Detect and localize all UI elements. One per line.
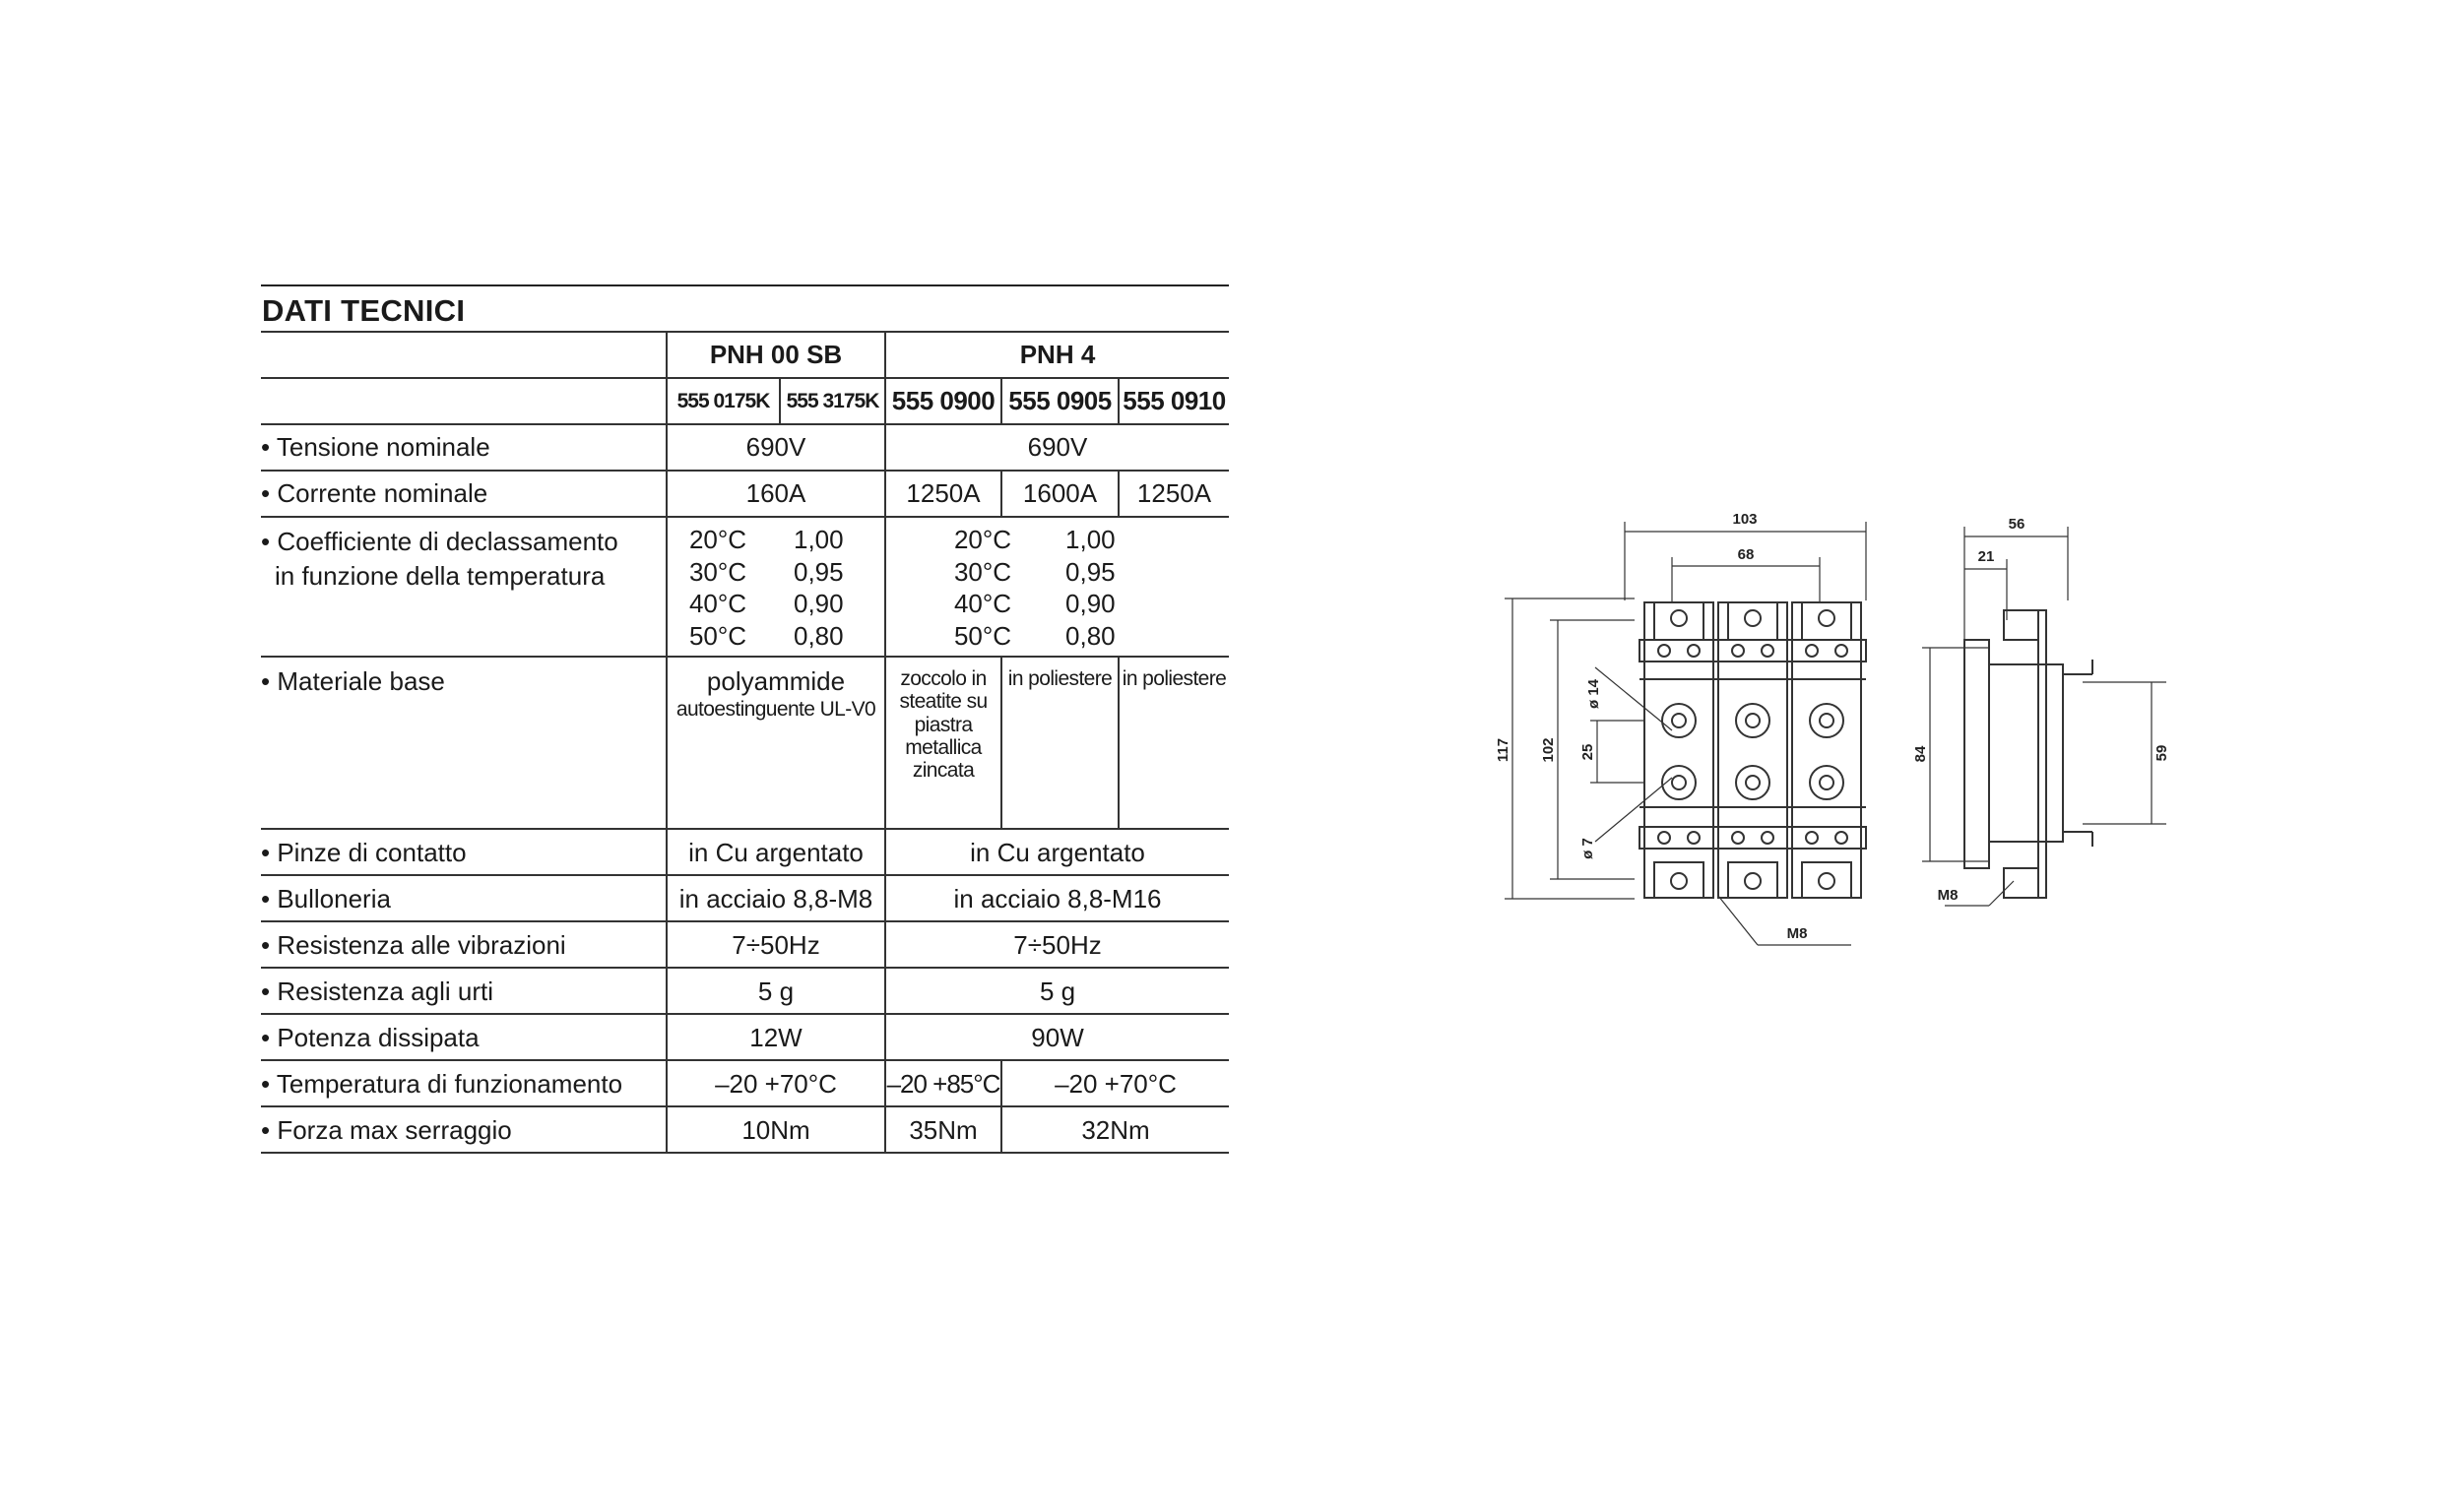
group-pnh00: PNH 00 SB <box>667 332 885 378</box>
row-label: • Tensione nominale <box>261 424 667 471</box>
code-cell: 555 0905 <box>1001 378 1119 424</box>
row-label-line: in funzione della temperatura <box>275 560 606 591</box>
dim-label: 84 <box>1912 745 1929 763</box>
group-pnh4: PNH 4 <box>885 332 1229 378</box>
row-tensione <box>261 424 1229 471</box>
row-label: • Materiale base <box>261 657 667 829</box>
dim-label: ø 7 <box>1579 838 1596 859</box>
group-header-row <box>261 332 1229 378</box>
side-body <box>1964 610 2092 898</box>
coef-temp: 50°C <box>688 620 747 651</box>
row-label <box>261 517 667 657</box>
value-cell: 1250A <box>1119 471 1229 517</box>
coef-value: 0,90 <box>794 589 844 619</box>
value-cell: 5 g <box>885 968 1229 1014</box>
value-cell: in Cu argentato <box>667 829 885 875</box>
material-line: zoccolo in <box>900 667 987 691</box>
coef-value: 0,80 <box>794 620 844 651</box>
row-urti <box>261 968 1229 1014</box>
value-cell: 32Nm <box>1001 1106 1229 1153</box>
coef-temp: 20°C <box>688 525 747 554</box>
value-cell: in acciaio 8,8-M8 <box>667 875 885 921</box>
value-cell: 7÷50Hz <box>667 921 885 968</box>
coef-temp: 40°C <box>953 589 1012 619</box>
row-label: • Potenza dissipata <box>261 1014 667 1060</box>
value-cell: 5 g <box>667 968 885 1014</box>
material-line: autoestinguente UL-V0 <box>675 697 876 721</box>
value-cell: 7÷50Hz <box>885 921 1229 968</box>
value-cell: 90W <box>885 1014 1229 1060</box>
material-line: metallica <box>905 735 982 759</box>
value-cell: 160A <box>667 471 885 517</box>
dim-label: 25 <box>1579 743 1596 761</box>
coef-value: 0,95 <box>1065 556 1116 587</box>
empty-header-cell <box>261 332 667 378</box>
side-dimension-lines <box>1922 527 2166 906</box>
row-label: • Temperatura di funzionamento <box>261 1060 667 1106</box>
row-coefficiente <box>261 517 1229 657</box>
value-cell: –20 +70°C <box>667 1060 885 1106</box>
dim-label: M8 <box>1937 887 1959 904</box>
technical-drawing <box>1477 492 2225 984</box>
coef-value: 1,00 <box>1065 525 1116 554</box>
value-cell <box>667 657 885 829</box>
value-cell: in acciaio 8,8-M16 <box>885 875 1229 921</box>
value-cell <box>885 657 1001 829</box>
code-cell: 555 0910 <box>1119 378 1229 424</box>
coef-value: 0,95 <box>794 556 844 587</box>
dim-label: 21 <box>1977 548 1995 565</box>
value-cell: 35Nm <box>885 1106 1001 1153</box>
code-cell: 555 0900 <box>885 378 1001 424</box>
row-potenza <box>261 1014 1229 1060</box>
code-cell: 555 3175K <box>780 378 885 424</box>
value-cell: in poliestere <box>1001 657 1119 829</box>
coef-temp: 50°C <box>953 620 1012 651</box>
dim-label: 103 <box>1732 511 1758 528</box>
dim-label: 117 <box>1495 737 1511 763</box>
row-forza <box>261 1106 1229 1153</box>
row-bulloneria <box>261 875 1229 921</box>
coef-cell-pnh4 <box>885 517 1229 657</box>
coef-cell-pnh00 <box>667 517 885 657</box>
value-cell: –20 +85°C <box>885 1060 1001 1106</box>
value-cell: 12W <box>667 1014 885 1060</box>
coef-value: 0,80 <box>1065 620 1116 651</box>
empty-code-cell <box>261 378 667 424</box>
row-label: • Corrente nominale <box>261 471 667 517</box>
row-corrente <box>261 471 1229 517</box>
row-materiale <box>261 657 1229 829</box>
value-cell: in Cu argentato <box>885 829 1229 875</box>
dim-label: M8 <box>1786 925 1808 942</box>
row-label-line: • Coefficiente di declassamento <box>261 527 618 556</box>
value-cell: 10Nm <box>667 1106 885 1153</box>
coef-temp: 30°C <box>953 556 1012 587</box>
material-line: polyammide <box>706 666 846 697</box>
row-label: • Pinze di contatto <box>261 829 667 875</box>
dim-label: 56 <box>2008 516 2025 533</box>
title-rule <box>261 284 1229 286</box>
material-line: steatite su <box>899 690 988 714</box>
code-header-row <box>261 378 1229 424</box>
coef-temp: 30°C <box>688 556 747 587</box>
front-body <box>1639 602 1866 898</box>
front-holes <box>1658 610 1847 889</box>
front-view <box>1505 522 1866 945</box>
value-cell: 690V <box>667 424 885 471</box>
material-line: zincata <box>912 758 975 782</box>
dim-label: 59 <box>2153 744 2170 762</box>
sheet-title: DATI TECNICI <box>262 293 466 328</box>
value-cell: in poliestere <box>1119 657 1229 829</box>
specs-table <box>261 331 1229 1154</box>
value-cell: 1250A <box>885 471 1001 517</box>
row-temperatura <box>261 1060 1229 1106</box>
value-cell: 1600A <box>1001 471 1119 517</box>
coef-value: 0,90 <box>1065 589 1116 619</box>
row-label: • Bulloneria <box>261 875 667 921</box>
dim-label: 68 <box>1737 546 1755 563</box>
row-label: • Resistenza alle vibrazioni <box>261 921 667 968</box>
front-dimension-lines <box>1505 522 1866 945</box>
code-cell: 555 0175K <box>667 378 780 424</box>
row-vibrazioni <box>261 921 1229 968</box>
value-cell: 690V <box>885 424 1229 471</box>
material-line: piastra <box>914 713 973 736</box>
value-cell: –20 +70°C <box>1001 1060 1229 1106</box>
dim-label: 102 <box>1540 737 1557 763</box>
coef-temp: 40°C <box>688 589 747 619</box>
row-pinze <box>261 829 1229 875</box>
coef-value: 1,00 <box>794 525 844 554</box>
side-view <box>1922 527 2166 906</box>
row-label: • Forza max serraggio <box>261 1106 667 1153</box>
dim-label: ø 14 <box>1585 678 1602 710</box>
row-label: • Resistenza agli urti <box>261 968 667 1014</box>
coef-temp: 20°C <box>953 525 1012 554</box>
